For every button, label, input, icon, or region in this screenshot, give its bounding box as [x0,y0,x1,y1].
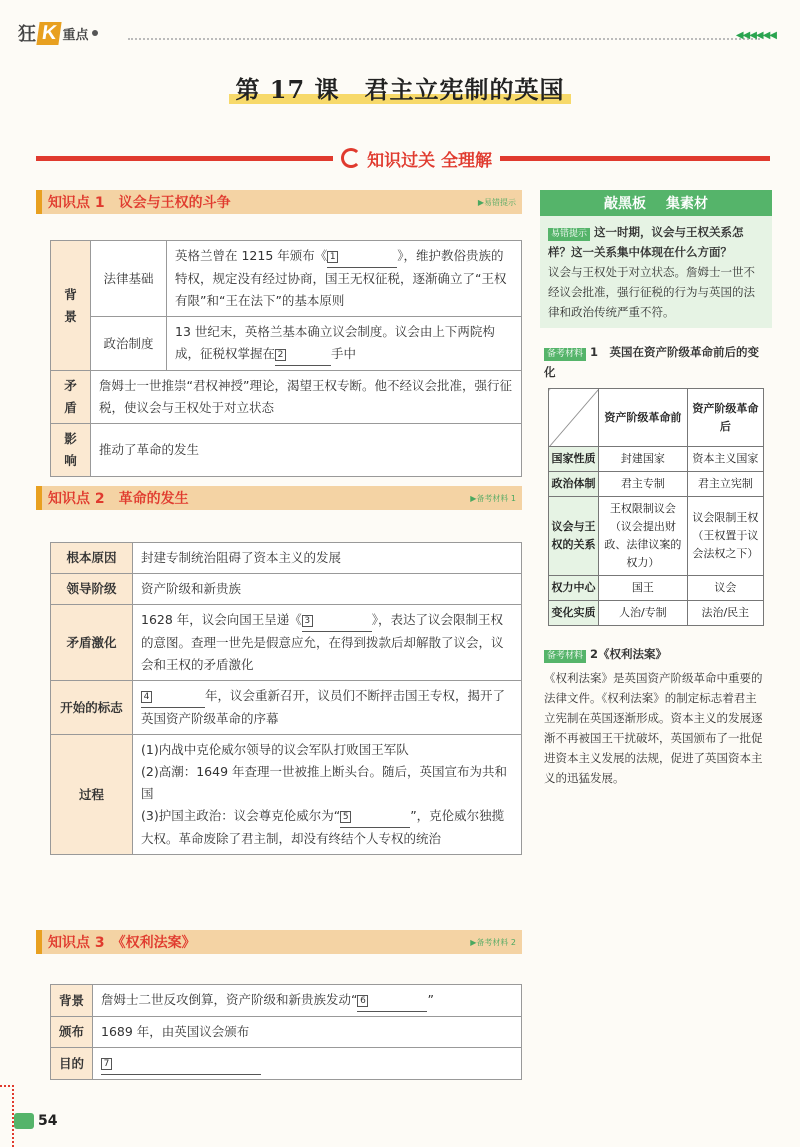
material-1-tag: 备考材料 [544,348,586,361]
cell-before: 君主专制 [599,472,688,497]
sidebar-head-1: 敲黑板 [604,196,646,212]
page-number-text: 54 [38,1113,58,1129]
brand-pre: 狂 [18,24,36,44]
kp2-label: 知识点 2 革命的发生 [48,491,189,507]
table-row [51,735,522,855]
lesson-title-wrap [0,70,800,105]
table-row [51,241,522,317]
kp1-conflict-text: 詹姆士一世推崇“君权神授”理论，渴望王权专断。他不经议会批准，强行征税，使议会与王权处于对立状态 [91,371,522,424]
kp2-bar [36,486,522,510]
blank-4[interactable] [141,685,205,708]
kp1-legal-b: 》，维护教俗贵族的特权，规定没有经过协商，国王无权征税，逐渐确立了“王权有限”和“王在法下”的基本原则 [175,248,507,308]
row-header: 权力中心 [549,576,599,601]
cell-before: 人治/专制 [599,601,688,626]
blank-num: 7 [101,1058,112,1070]
table-row [549,472,764,497]
book-icon [14,1113,34,1129]
kp3-bg-a: 詹姆士二世反攻倒算，资产阶级和新贵族发动“ [101,992,358,1007]
kp2-table [50,542,522,855]
row-header: 国家性质 [549,447,599,472]
kp1-bg-label: 背景 [51,241,91,371]
kp2-start-label: 开始的标志 [51,681,133,735]
cell-after: 议会 [687,576,763,601]
kp2-process-cell [133,735,522,855]
cell-after: 议会限制王权（王权置于议会法权之下） [687,497,763,576]
kp2-process-3b: ”，克伦威尔独揽大权。革命废除了君主制，却没有终结个人专权的统治 [141,808,505,846]
kp2-intense-cell [133,605,522,681]
kp3-issue-label: 颁布 [51,1017,93,1048]
kp2-intense-b: 》，表达了议会限制王权的意图。查理一世先是假意应允，在得到拨款后却解散了议会，议会和王权的矛盾激化 [141,612,504,672]
chevron-left-icon: ◀◀◀◀◀◀ [735,30,776,41]
kp2-process-2: (2)高潮：1649 年查理一世被推上断头台。随后，英国宣布为共和国 [141,764,507,801]
cell-after: 资本主义国家 [687,447,763,472]
material-2-tag: 备考材料 [544,650,586,663]
kp2-process-label: 过程 [51,735,133,855]
kp3-bg-label: 背景 [51,985,93,1017]
tip-question-text: 这一时期，议会与王权关系怎样？这一关系集中体现在什么方面？ [548,225,744,259]
kp3-label: 知识点 3 《权利法案》 [48,935,196,951]
table-corner [549,389,599,447]
header-divider [128,38,760,40]
table-row [51,1048,522,1080]
kp2-lead-text: 资产阶级和新贵族 [133,574,522,605]
cell-after: 君主立宪制 [687,472,763,497]
table-row [549,389,764,447]
table-row [51,681,522,735]
cell-before: 国王 [599,576,688,601]
kp3-bar [36,930,522,954]
kp1-impact-label: 影响 [51,424,91,477]
tip-tag: 易错提示 [548,228,590,241]
brand-k: K [36,22,62,45]
section-line-right [500,156,770,161]
blank-2[interactable] [275,343,331,366]
kp1-label: 知识点 1 议会与王权的斗争 [48,195,231,211]
kp1-table [50,240,522,477]
kp1-politics-a: 13 世纪末，英格兰基本确立议会制度。议会由上下两院构成，征税权掌握在 [175,324,495,361]
blank-6[interactable] [357,989,427,1012]
tip-box [540,216,772,328]
comparison-table [548,388,764,626]
kp2-process-1: (1)内战中克伦威尔领导的议会军队打败国王军队 [141,742,409,757]
kp2-process-3a: (3)护国主政治：议会尊克伦威尔为“ [141,808,341,823]
lesson-title: 第 17 课 君主立宪制的英国 [229,75,570,104]
material-1-title-text: 1 英国在资产阶级革命前后的变化 [544,345,760,379]
sidebar-head-2: 集素材 [666,196,708,212]
section-line-left [36,156,333,161]
cell-after: 法治/民主 [687,601,763,626]
kp2-start-cell [133,681,522,735]
blank-num: 3 [302,615,313,627]
kp2-intense-label: 矛盾激化 [51,605,133,681]
blank-num: 1 [327,251,338,263]
blank-7[interactable] [101,1052,261,1075]
kp3-bg-cell [93,985,522,1017]
blank-num: 6 [357,995,368,1007]
table-row [51,1017,522,1048]
cell-before: 王权限制议会（议会提出财政、法律议案的权力） [599,497,688,576]
kp1-impact-text: 推动了革命的发生 [91,424,522,477]
kp1-legal-label: 法律基础 [91,241,167,317]
blank-num: 5 [340,811,351,823]
kp2-process-3 [141,805,513,850]
blank-num: 2 [275,349,286,361]
kp2-start-b: 年，议会重新召开，议员们不断抨击国王专权，揭开了英国资产阶级革命的序幕 [141,688,506,726]
kp1-conflict-label: 矛盾 [51,371,91,424]
tip-question [548,222,764,262]
kp2-intense-a: 1628 年，议会向国王呈递《 [141,612,302,627]
row-header: 议会与王权的关系 [549,497,599,576]
table-row [549,576,764,601]
row-header: 政治体制 [549,472,599,497]
material-2-title-text: 2《权利法案》 [590,647,668,661]
table-row [51,317,522,371]
kp3-issue-text: 1689 年，由英国议会颁布 [93,1017,522,1048]
col-after: 资产阶级革命后 [687,389,763,447]
table-row [51,543,522,574]
kp3-tag: ▶备考材料 2 [470,937,516,947]
kp1-bar [36,190,522,214]
kp3-purpose-cell [93,1048,522,1080]
sidebar [540,190,772,1058]
table-row [549,497,764,576]
kp1-politics-label: 政治制度 [91,317,167,371]
material-2-title [540,644,772,664]
page-number [14,1113,57,1129]
section-title: 知识过关 全理解 [367,150,492,171]
section-header [36,145,770,171]
table-row [51,424,522,477]
kp3-purpose-label: 目的 [51,1048,93,1080]
tip-answer: 议会与王权处于对立状态。詹姆士一世不经议会批准，强行征税的行为与英国的法律和政治传统严重不符。 [548,265,755,319]
table-row [549,447,764,472]
material-1-title [540,342,772,382]
blank-5[interactable] [340,805,410,828]
sidebar-header [540,190,772,216]
kp3-table [50,984,522,1080]
kp3-bg-b: ” [427,992,434,1007]
section-label [333,146,500,171]
material-2-text: 《权利法案》是英国资产阶级革命中重要的法律文件。《权利法案》的制定标志着君主立宪制在英国逐渐形成。资本主义的发展逐渐不再被国王干扰破坏，英国颁布了一批促进资本主义发展的法规，促进了英国资本主义的迅猛发展。 [544,671,763,785]
kp2-tag: ▶备考材料 1 [470,493,516,503]
kp2-root-label: 根本原因 [51,543,133,574]
brand-dot-icon [92,30,98,36]
kp1-tag: ▶易错提示 [477,197,516,207]
kp1-legal-a: 英格兰曾在 1215 年颁布《 [175,248,328,263]
table-row [51,574,522,605]
kp2-lead-label: 领导阶级 [51,574,133,605]
blank-3[interactable] [302,609,372,632]
table-row [549,601,764,626]
table-row [51,371,522,424]
table-row [51,605,522,681]
blank-1[interactable] [327,245,397,268]
kp1-legal-cell [167,241,522,317]
page-edge-decoration [0,1085,14,1147]
brand-logo [18,20,98,46]
kp2-root-text: 封建专制统治阻碍了资本主义的发展 [133,543,522,574]
col-before: 资产阶级革命前 [599,389,688,447]
brand-post: 重点 [62,26,89,42]
row-header: 变化实质 [549,601,599,626]
kp1-politics-cell [167,317,522,371]
cell-before: 封建国家 [599,447,688,472]
blank-num: 4 [141,691,152,703]
swirl-icon [341,148,361,168]
table-row [51,985,522,1017]
kp1-politics-b: 手中 [331,346,357,361]
